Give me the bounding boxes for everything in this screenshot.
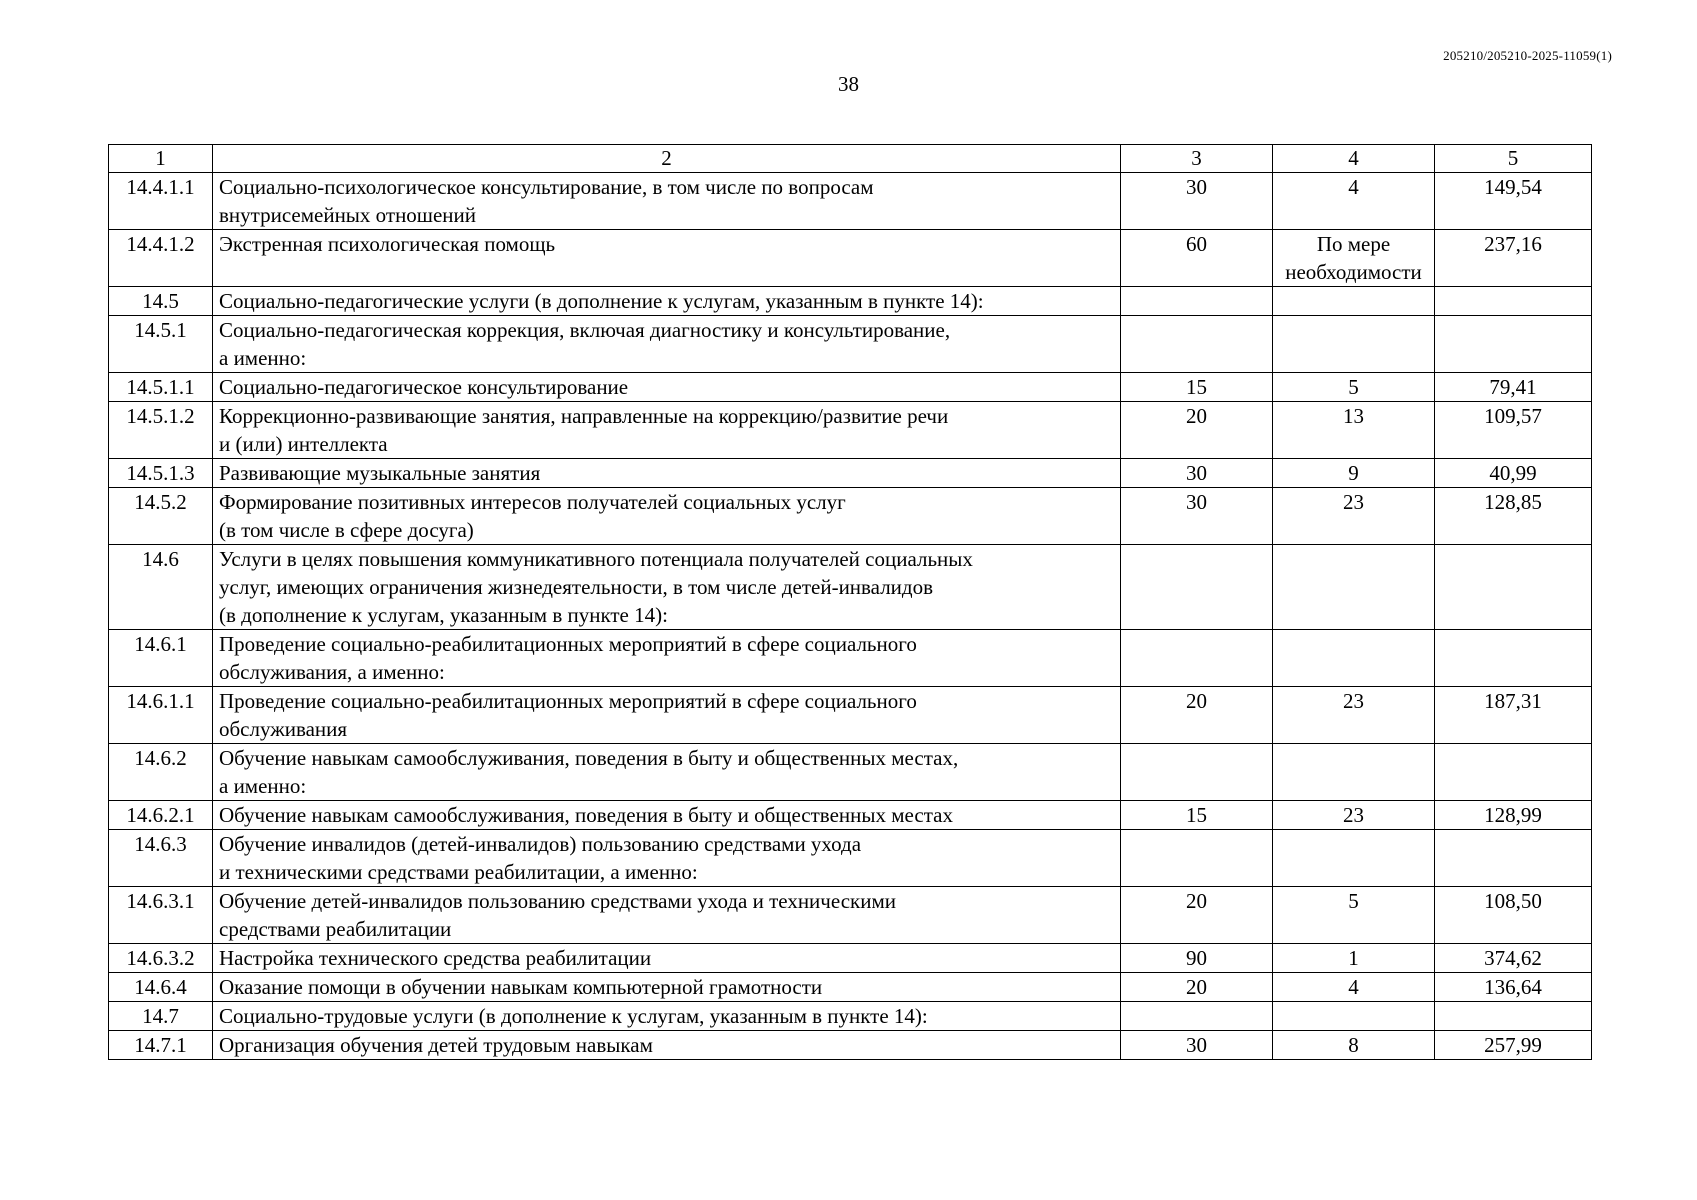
row-col4-value — [1273, 973, 1435, 1002]
row-col4-value — [1273, 1002, 1435, 1031]
row-col4-value — [1273, 944, 1435, 973]
row-code: 14.5.1 — [109, 316, 213, 373]
description-line: и (или) интеллекта — [219, 432, 388, 456]
row-code: 14.4.1.1 — [109, 173, 213, 230]
row-col5-value: 109,57 — [1435, 402, 1592, 459]
table-row — [109, 887, 1592, 944]
description-line: услуг, имеющих ограничения жизнедеятельности, в том числе детей-инвалидов — [219, 575, 934, 599]
description-line: Социально-педагогические услуги (в дополнение к услугам, указанным в пункте 14): — [219, 289, 984, 313]
description-line: Формирование позитивных интересов получателей социальных услуг — [219, 490, 846, 514]
row-col5-value: 136,64 — [1435, 973, 1592, 1002]
description-line: Обучение навыкам самообслуживания, поведения в быту и общественных местах, — [219, 746, 959, 770]
row-description — [213, 316, 1121, 373]
description-line — [219, 258, 1114, 286]
row-description — [213, 373, 1121, 402]
col4-line: 8 — [1348, 1033, 1359, 1057]
row-col4-value — [1273, 373, 1435, 402]
header-cell-2: 2 — [213, 145, 1121, 173]
description-line: внутрисемейных отношений — [219, 203, 477, 227]
description-line: Проведение социально-реабилитационных мероприятий в сфере социального — [219, 689, 917, 713]
table-row — [109, 373, 1592, 402]
row-col4-value — [1273, 1031, 1435, 1060]
col4-line: 4 — [1348, 975, 1359, 999]
row-code: 14.6.3 — [109, 830, 213, 887]
row-code: 14.6.2 — [109, 744, 213, 801]
col4-line: 23 — [1343, 689, 1364, 713]
row-description — [213, 402, 1121, 459]
description-line: Обучение навыкам самообслуживания, поведения в быту и общественных местах — [219, 803, 953, 827]
table-row — [109, 687, 1592, 744]
row-col5-value: 40,99 — [1435, 459, 1592, 488]
row-col3-value: 20 — [1121, 402, 1273, 459]
row-col5-value: 237,16 — [1435, 230, 1592, 287]
row-col5-value — [1435, 545, 1592, 630]
table-header — [109, 145, 1592, 173]
header-cell-3: 3 — [1121, 145, 1273, 173]
row-description — [213, 1002, 1121, 1031]
description-line: Социально-психологическое консультирование, в том числе по вопросам — [219, 175, 874, 199]
col4-line: 1 — [1348, 946, 1359, 970]
col4-line: 23 — [1343, 490, 1364, 514]
row-col3-value — [1121, 1002, 1273, 1031]
row-code: 14.7 — [109, 1002, 213, 1031]
col4-line: 23 — [1343, 803, 1364, 827]
row-code: 14.6.3.2 — [109, 944, 213, 973]
table-row — [109, 830, 1592, 887]
row-col4-value — [1273, 545, 1435, 630]
row-col5-value — [1435, 287, 1592, 316]
row-col4-value — [1273, 459, 1435, 488]
row-col3-value: 60 — [1121, 230, 1273, 287]
description-line: и техническими средствами реабилитации, а именно: — [219, 860, 698, 884]
row-code: 14.6.3.1 — [109, 887, 213, 944]
table-row — [109, 801, 1592, 830]
services-table — [108, 144, 1592, 1060]
col4-line: 5 — [1348, 375, 1359, 399]
row-col5-value — [1435, 630, 1592, 687]
description-line: (в том числе в сфере досуга) — [219, 518, 474, 542]
row-col3-value: 30 — [1121, 488, 1273, 545]
col4-line: 13 — [1343, 404, 1364, 428]
row-col3-value: 30 — [1121, 1031, 1273, 1060]
row-description — [213, 887, 1121, 944]
row-col4-value — [1273, 402, 1435, 459]
table-row — [109, 744, 1592, 801]
table-row — [109, 545, 1592, 630]
row-code: 14.5.1.3 — [109, 459, 213, 488]
row-code: 14.6.2.1 — [109, 801, 213, 830]
description-line: Услуги в целях повышения коммуникативного потенциала получателей социальных — [219, 547, 973, 571]
description-line: Развивающие музыкальные занятия — [219, 461, 541, 485]
row-code: 14.6.4 — [109, 973, 213, 1002]
row-col4-value — [1273, 801, 1435, 830]
row-description — [213, 630, 1121, 687]
row-description — [213, 488, 1121, 545]
row-col4-value — [1273, 173, 1435, 230]
row-col5-value: 128,99 — [1435, 801, 1592, 830]
table-row — [109, 402, 1592, 459]
header-row — [109, 145, 1592, 173]
row-col5-value: 149,54 — [1435, 173, 1592, 230]
row-code: 14.7.1 — [109, 1031, 213, 1060]
row-col3-value — [1121, 316, 1273, 373]
table-row — [109, 1031, 1592, 1060]
description-line: Социально-педагогическое консультирование — [219, 375, 629, 399]
row-code: 14.6.1.1 — [109, 687, 213, 744]
description-line: Обучение инвалидов (детей-инвалидов) пользованию средствами ухода — [219, 832, 862, 856]
row-col4-value — [1273, 744, 1435, 801]
row-col3-value — [1121, 744, 1273, 801]
row-col3-value: 90 — [1121, 944, 1273, 973]
row-code: 14.5.2 — [109, 488, 213, 545]
table-row — [109, 316, 1592, 373]
row-col4-value — [1273, 687, 1435, 744]
description-line: а именно: — [219, 346, 307, 370]
table-row — [109, 287, 1592, 316]
description-line: а именно: — [219, 774, 307, 798]
row-description — [213, 545, 1121, 630]
description-line: Обучение детей-инвалидов пользованию средствами ухода и техническими — [219, 889, 896, 913]
table-row — [109, 488, 1592, 545]
row-col5-value: 187,31 — [1435, 687, 1592, 744]
row-col5-value: 79,41 — [1435, 373, 1592, 402]
table-row — [109, 630, 1592, 687]
row-description — [213, 801, 1121, 830]
row-col5-value — [1435, 744, 1592, 801]
row-col3-value: 15 — [1121, 373, 1273, 402]
row-description — [213, 287, 1121, 316]
row-description — [213, 944, 1121, 973]
row-col4-value — [1273, 830, 1435, 887]
row-col3-value: 20 — [1121, 887, 1273, 944]
col4-line: 4 — [1348, 175, 1359, 199]
row-code: 14.5 — [109, 287, 213, 316]
row-code: 14.5.1.1 — [109, 373, 213, 402]
row-col5-value: 257,99 — [1435, 1031, 1592, 1060]
row-code: 14.4.1.2 — [109, 230, 213, 287]
row-description — [213, 973, 1121, 1002]
row-description — [213, 230, 1121, 287]
page-number: 38 — [838, 72, 859, 96]
row-description — [213, 687, 1121, 744]
description-line: Организация обучения детей трудовым навыкам — [219, 1033, 653, 1057]
row-col5-value: 374,62 — [1435, 944, 1592, 973]
row-col5-value — [1435, 316, 1592, 373]
row-col3-value: 20 — [1121, 687, 1273, 744]
col4-line: По мере — [1316, 232, 1391, 256]
header-cell-1: 1 — [109, 145, 213, 173]
row-description — [213, 173, 1121, 230]
row-col3-value — [1121, 630, 1273, 687]
table-row — [109, 973, 1592, 1002]
document-id: 205210/205210-2025-11059(1) — [1443, 48, 1612, 63]
row-description — [213, 1031, 1121, 1060]
description-line: Коррекционно-развивающие занятия, направленные на коррекцию/развитие речи — [219, 404, 949, 428]
row-col5-value — [1435, 830, 1592, 887]
description-line: Проведение социально-реабилитационных мероприятий в сфере социального — [219, 632, 917, 656]
row-col3-value: 15 — [1121, 801, 1273, 830]
description-line: обслуживания, а именно: — [219, 660, 445, 684]
row-col4-value — [1273, 630, 1435, 687]
row-description — [213, 830, 1121, 887]
col4-line: необходимости — [1285, 260, 1422, 284]
header-cell-5: 5 — [1435, 145, 1592, 173]
description-line: Социально-педагогическая коррекция, включая диагностику и консультирование, — [219, 318, 951, 342]
row-col5-value: 108,50 — [1435, 887, 1592, 944]
row-col3-value — [1121, 545, 1273, 630]
row-col3-value — [1121, 287, 1273, 316]
row-col3-value: 30 — [1121, 173, 1273, 230]
row-col3-value — [1121, 830, 1273, 887]
table-row — [109, 944, 1592, 973]
row-col4-value — [1273, 887, 1435, 944]
table-row — [109, 173, 1592, 230]
row-col5-value: 128,85 — [1435, 488, 1592, 545]
description-line: Оказание помощи в обучении навыкам компьютерной грамотности — [219, 975, 823, 999]
row-col4-value — [1273, 287, 1435, 316]
description-line: обслуживания — [219, 717, 348, 741]
row-col3-value: 20 — [1121, 973, 1273, 1002]
description-line: Социально-трудовые услуги (в дополнение к услугам, указанным в пункте 14): — [219, 1004, 928, 1028]
row-description — [213, 459, 1121, 488]
table-row — [109, 459, 1592, 488]
row-code: 14.6.1 — [109, 630, 213, 687]
row-code: 14.6 — [109, 545, 213, 630]
description-line: (в дополнение к услугам, указанным в пункте 14): — [219, 603, 668, 627]
table-body — [109, 173, 1592, 1060]
row-col4-value — [1273, 488, 1435, 545]
row-description — [213, 744, 1121, 801]
col4-line: 9 — [1348, 461, 1359, 485]
description-line: Экстренная психологическая помощь — [219, 232, 556, 256]
header-cell-4: 4 — [1273, 145, 1435, 173]
row-col3-value: 30 — [1121, 459, 1273, 488]
description-line: средствами реабилитации — [219, 917, 452, 941]
row-col4-value — [1273, 316, 1435, 373]
row-col4-value — [1273, 230, 1435, 287]
row-col5-value — [1435, 1002, 1592, 1031]
row-code: 14.5.1.2 — [109, 402, 213, 459]
col4-line: 5 — [1348, 889, 1359, 913]
description-line: Настройка технического средства реабилитации — [219, 946, 652, 970]
table-row — [109, 230, 1592, 287]
table-row — [109, 1002, 1592, 1031]
